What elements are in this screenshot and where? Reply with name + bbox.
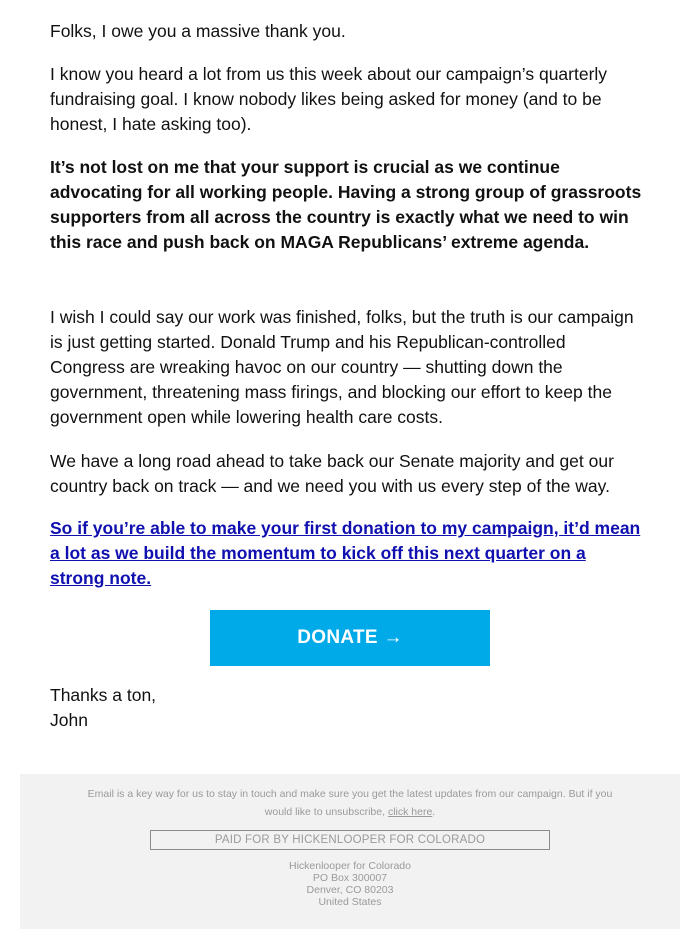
support-paragraph: It’s not lost on me that your support is crucial as we continue advocating for all working people. Having a strong group of grassroots supporters from all across the country is exactly what we need to win this race and push back on MAGA Republicans’ extreme agenda. bbox=[50, 157, 642, 252]
address-country: United States bbox=[318, 896, 382, 908]
address-org: Hickenlooper for Colorado bbox=[289, 860, 411, 872]
unsubscribe-note bbox=[80, 785, 620, 821]
signature-name: John bbox=[50, 710, 88, 730]
donation-ask-paragraph bbox=[50, 516, 645, 591]
address-city: Denver, CO 80203 bbox=[306, 884, 394, 896]
road-paragraph: We have a long road ahead to take back our Senate majority and get our country back on track — and we need you with us every step of the way. bbox=[50, 451, 614, 496]
unsubscribe-note-text: Email is a key way for us to stay in touch and make sure you get the latest updates from our campaign. But if you would like to unsubscribe, bbox=[87, 788, 613, 818]
intro-paragraph: I know you heard a lot from us this week about our campaign’s quarterly fundraising goal. I know nobody likes being asked for money (and to be honest, I hate asking too). bbox=[50, 64, 608, 134]
work-paragraph: I wish I could say our work was finished, folks, but the truth is our campaign is just getting started. Donald Trump and his Republican-controlled Congress are wreaking havoc on our country — shutting down the government, threatening mass firings, and blocking our effort to keep the government open while lowering health care costs. bbox=[50, 307, 634, 427]
unsubscribe-note-end: . bbox=[432, 806, 436, 818]
address-po-box: PO Box 300007 bbox=[312, 872, 388, 884]
paid-for-disclaimer: PAID FOR BY HICKENLOOPER FOR COLORADO bbox=[150, 830, 550, 850]
unsubscribe-link[interactable]: click here bbox=[387, 806, 433, 818]
mailing-address bbox=[20, 860, 680, 908]
donate-button[interactable]: DONATE → bbox=[210, 610, 490, 666]
greeting-paragraph: Folks, I owe you a massive thank you. bbox=[50, 21, 346, 41]
email-footer bbox=[20, 774, 680, 929]
donation-ask-link[interactable]: So if you’re able to make your first donation to my campaign, it’d mean a lot as we build the momentum to kick off this next quarter on a strong note. bbox=[50, 518, 641, 588]
signoff bbox=[50, 683, 156, 733]
signoff-line: Thanks a ton, bbox=[50, 685, 157, 705]
